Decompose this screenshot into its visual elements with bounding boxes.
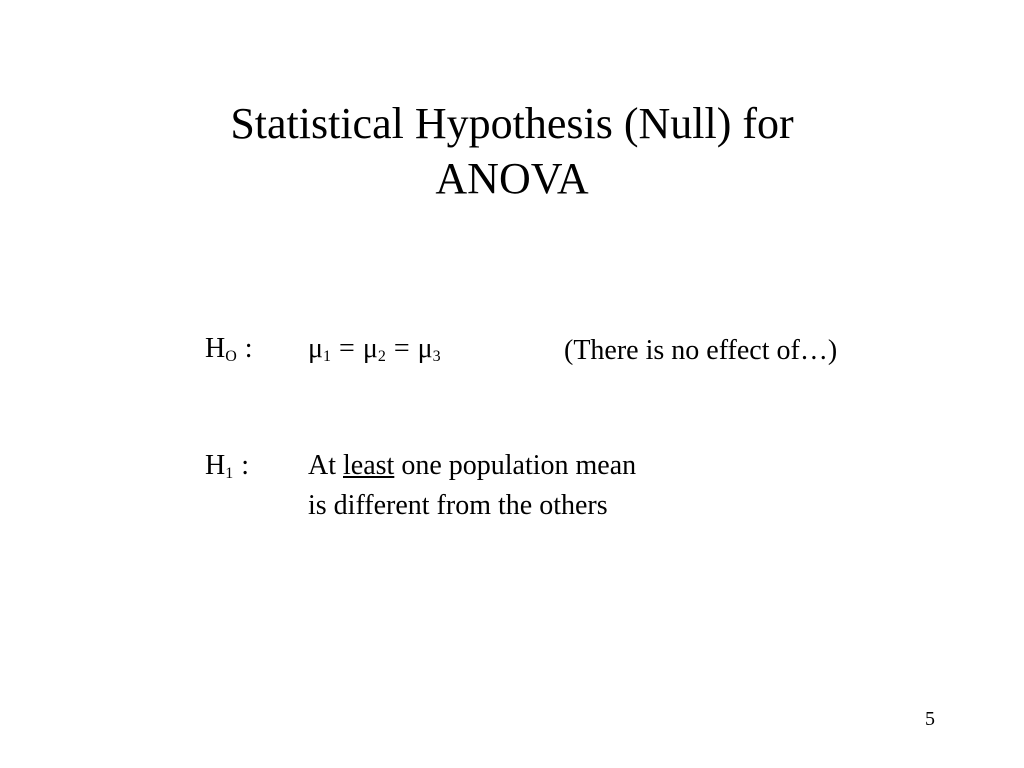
alt-text-before: At xyxy=(308,450,336,481)
null-hypothesis-note: (There is no effect of…) xyxy=(564,335,838,366)
alt-h-subscript: 1 xyxy=(225,465,234,482)
mu-2-subscript: 2 xyxy=(377,348,386,365)
mu-3-subscript: 3 xyxy=(432,348,441,365)
null-hypothesis-equation xyxy=(308,331,441,367)
null-h-subscript: O xyxy=(225,348,237,365)
alt-hypothesis-text-line-1 xyxy=(308,448,636,484)
null-h-colon: : xyxy=(244,333,253,364)
title-line-2: ANOVA xyxy=(435,154,589,203)
title-line-1: Statistical Hypothesis (Null) for xyxy=(230,99,794,148)
mu-1-subscript: 1 xyxy=(323,348,332,365)
alt-hypothesis-text-line-2: is different from the others xyxy=(308,490,608,521)
slide-title xyxy=(112,96,912,206)
alt-h-colon: : xyxy=(241,450,250,481)
alt-hypothesis-label xyxy=(205,448,249,484)
mu-2: μ xyxy=(362,333,378,364)
mu-1: μ xyxy=(308,333,324,364)
alt-text-underlined: least xyxy=(343,450,395,481)
null-h-letter: H xyxy=(205,333,226,364)
alt-h-letter: H xyxy=(205,450,226,481)
equals-2: = xyxy=(393,333,410,364)
null-hypothesis-label xyxy=(205,331,253,367)
equals-1: = xyxy=(339,333,355,364)
page-number: 5 xyxy=(925,708,935,730)
alt-text-after: one population mean xyxy=(401,450,637,481)
mu-3: μ xyxy=(417,333,433,364)
